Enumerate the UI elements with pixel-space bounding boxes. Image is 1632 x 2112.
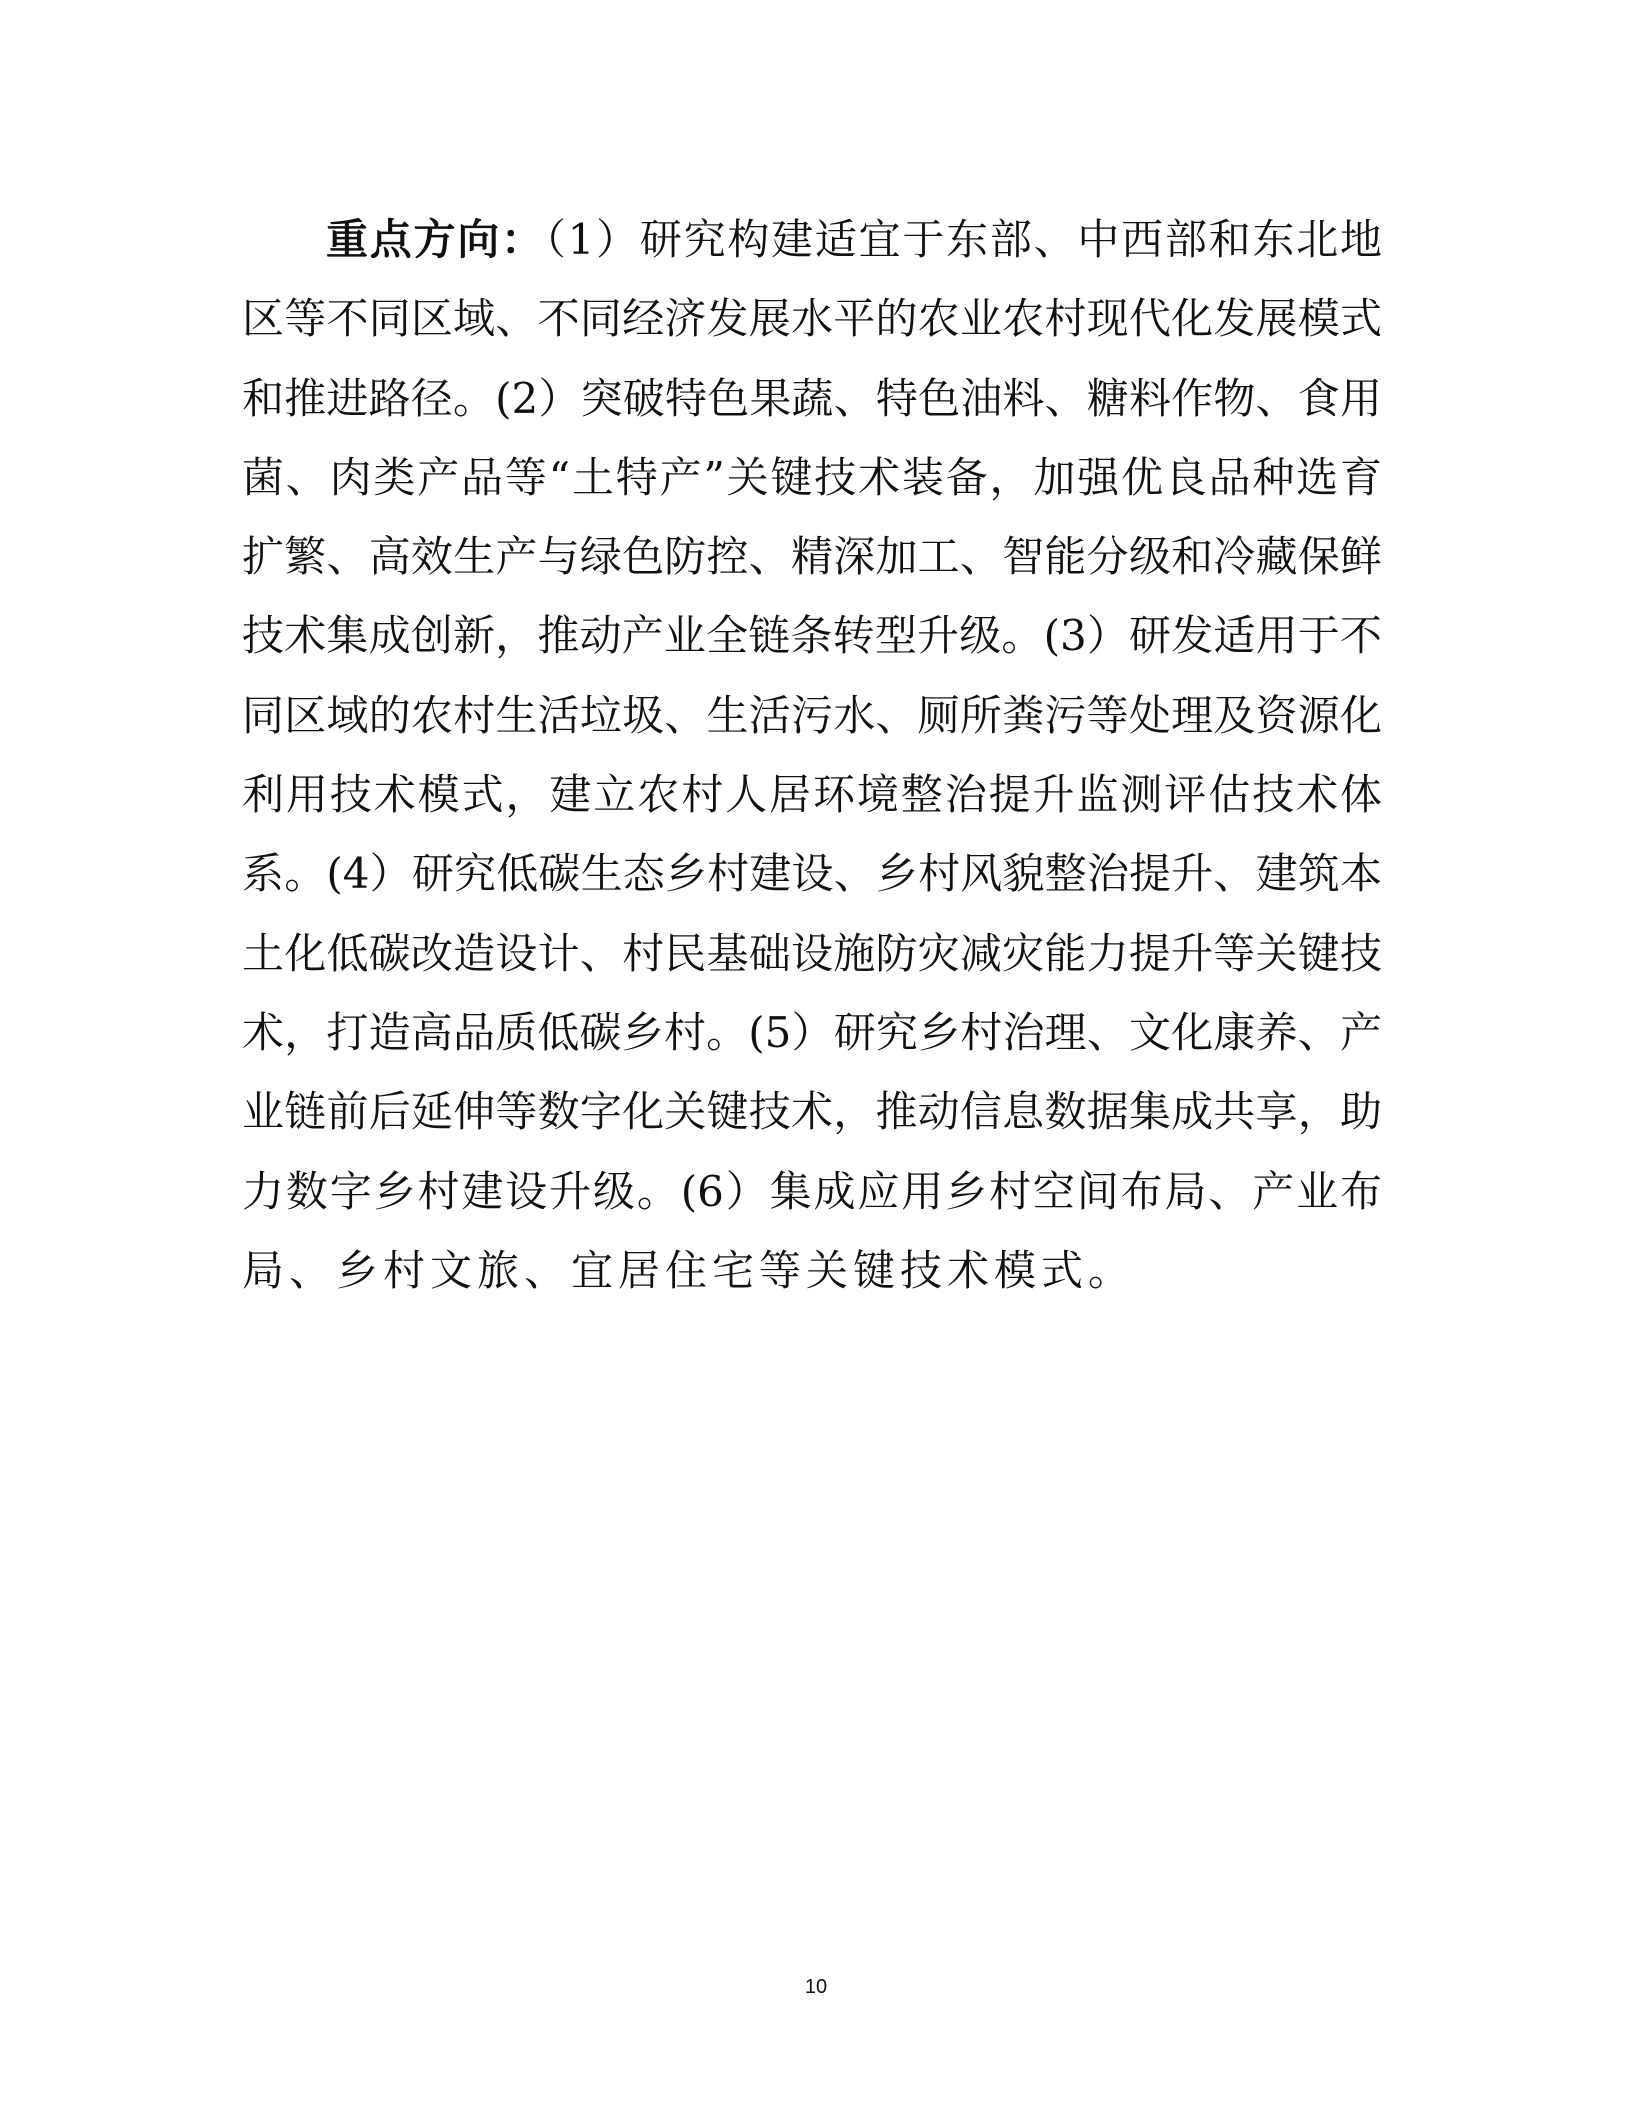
paragraph-line-13: 力数字乡村建设升级。(6）集成应用乡村空间布局、产业布 xyxy=(242,1166,1382,1216)
paragraph-line-6: 技术集成创新，推动产业全链条转型升级。(3）研发适用于不 xyxy=(242,611,1382,661)
paragraph-line-1 xyxy=(242,200,1382,279)
paragraph-line-text: （1）研究构建适宜于东部、中西部和东北地 xyxy=(544,215,1382,264)
paragraph-line-3: 和推进路径。(2）突破特色果蔬、特色油料、糖料作物、食用 xyxy=(242,373,1382,423)
paragraph-line-8: 利用技术模式，建立农村人居环境整治提升监测评估技术体 xyxy=(242,770,1382,820)
body-paragraph xyxy=(242,200,1382,1310)
paragraph-line-14: 局、乡村文旅、宜居住宅等关键技术模式。 xyxy=(242,1245,1136,1295)
paragraph-line-9: 系。(4）研究低碳生态乡村建设、乡村风貌整治提升、建筑本 xyxy=(242,849,1382,899)
paragraph-line-11: 术，打造高品质低碳乡村。(5）研究乡村治理、文化康养、产 xyxy=(242,1007,1382,1057)
page-number: 10 xyxy=(804,1976,828,1998)
paragraph-line-4: 菌、肉类产品等“土特产”关键技术装备，加强优良品种选育 xyxy=(242,452,1382,502)
paragraph-line-12: 业链前后延伸等数字化关键技术，推动信息数据集成共享，助 xyxy=(242,1087,1382,1137)
section-heading: 重点方向： xyxy=(326,215,545,264)
paragraph-line-2: 区等不同区域、不同经济发展水平的农业农村现代化发展模式 xyxy=(242,294,1382,344)
paragraph-line-10: 土化低碳改造设计、村民基础设施防灾减灾能力提升等关键技 xyxy=(242,928,1382,978)
paragraph-line-5: 扩繁、高效生产与绿色防控、精深加工、智能分级和冷藏保鲜 xyxy=(242,532,1382,582)
paragraph-line-7: 同区域的农村生活垃圾、生活污水、厕所粪污等处理及资源化 xyxy=(242,690,1382,740)
